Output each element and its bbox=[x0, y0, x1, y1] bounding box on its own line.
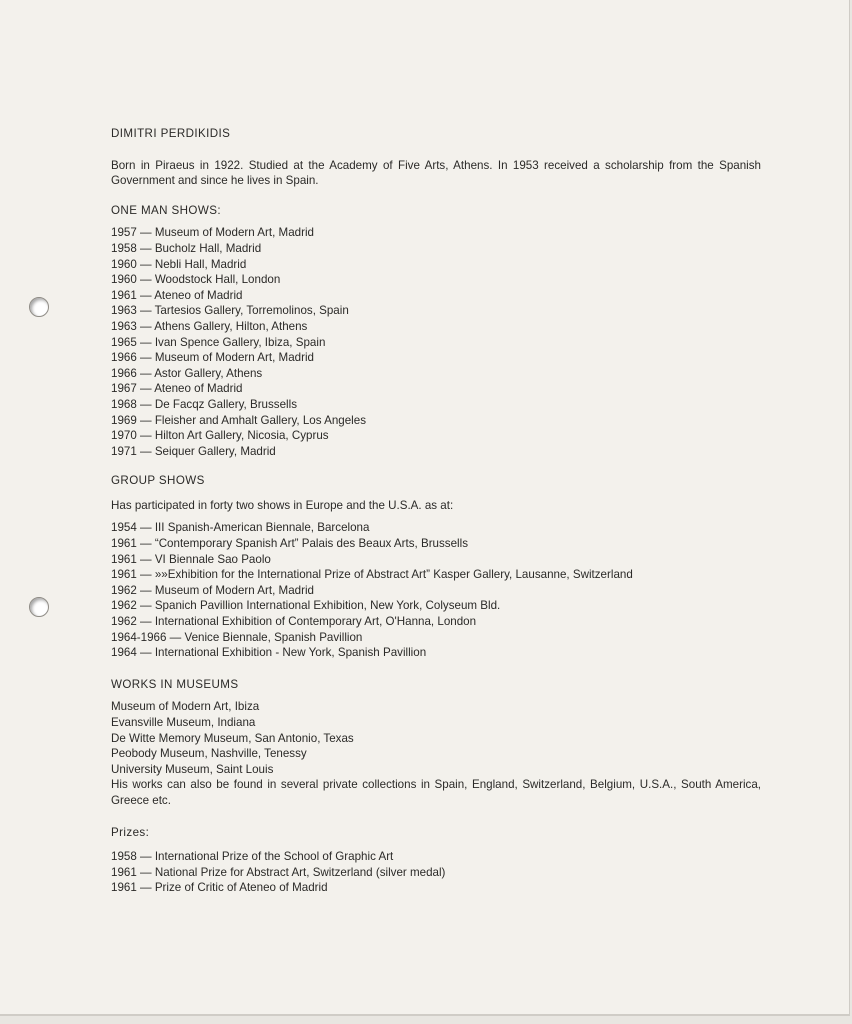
list-item: 1963 — Tartesios Gallery, Torremolinos, Spain bbox=[111, 304, 349, 318]
group-shows-heading: GROUP SHOWS bbox=[111, 474, 205, 488]
list-item: Peobody Museum, Nashville, Tenessy bbox=[111, 747, 307, 761]
list-item: 1971 — Seiquer Gallery, Madrid bbox=[111, 444, 276, 458]
list-item: 1962 — Spanich Pavillion International Exhibition, New York, Colyseum Bld. bbox=[111, 599, 501, 613]
biography: Born in Piraeus in 1922. Studied at the Academy of Five Arts, Athens. In 1953 received a scholarship from the Spanish Government and since he lives in Spain. bbox=[111, 158, 761, 188]
list-item: Museum of Modern Art, Ibiza bbox=[111, 700, 260, 714]
list-item: 1958 — International Prize of the School of Graphic Art bbox=[111, 850, 394, 864]
list-item: De Witte Memory Museum, San Antonio, Texas bbox=[111, 731, 354, 745]
list-item: 1961 — VI Biennale Sao Paolo bbox=[111, 552, 271, 566]
list-item: 1966 — Astor Gallery, Athens bbox=[111, 366, 263, 380]
list-item: 1961 — Prize of Critic of Ateneo of Madrid bbox=[111, 881, 328, 895]
list-item: Evansville Museum, Indiana bbox=[111, 716, 256, 729]
document-content bbox=[111, 126, 761, 896]
list-item: 1969 — Fleisher and Amhalt Gallery, Los Angeles bbox=[111, 413, 366, 427]
list-item: 1962 — Museum of Modern Art, Madrid bbox=[111, 583, 314, 597]
list-item: 1962 — International Exhibition of Contemporary Art, O'Hanna, London bbox=[111, 615, 477, 629]
list-item: 1960 — Nebli Hall, Madrid bbox=[111, 257, 247, 271]
group-shows-list bbox=[111, 520, 761, 660]
list-item: 1958 — Bucholz Hall, Madrid bbox=[111, 241, 262, 255]
group-shows-intro: Has participated in forty two shows in Europe and the U.S.A. as at: bbox=[111, 498, 454, 512]
prizes-heading: Prizes: bbox=[111, 825, 150, 839]
binder-hole-top bbox=[29, 297, 49, 317]
list-item: 1964-1966 — Venice Biennale, Spanish Pavillion bbox=[111, 630, 363, 644]
one-man-shows-heading: ONE MAN SHOWS: bbox=[111, 203, 221, 217]
list-item: 1961 — Ateneo of Madrid bbox=[111, 288, 243, 302]
list-item: 1961 — »»Exhibition for the International Prize of Abstract Art” Kasper Gallery, Lausanne, Switzerland bbox=[111, 568, 633, 582]
one-man-shows-list bbox=[111, 225, 761, 459]
list-item: 1964 — International Exhibition - New York, Spanish Pavillion bbox=[111, 646, 427, 660]
list-item: 1961 — National Prize for Abstract Art, Switzerland (silver medal) bbox=[111, 865, 446, 879]
museums-list bbox=[111, 699, 761, 777]
list-item: 1966 — Museum of Modern Art, Madrid bbox=[111, 351, 314, 365]
list-item: 1954 — III Spanish-American Biennale, Barcelona bbox=[111, 521, 370, 535]
list-item: 1970 — Hilton Art Gallery, Nicosia, Cyprus bbox=[111, 429, 329, 443]
artist-name: DIMITRI PERDIKIDIS bbox=[111, 127, 231, 140]
list-item: 1961 — “Contemporary Spanish Art” Palais des Beaux Arts, Brussells bbox=[111, 537, 468, 551]
list-item: University Museum, Saint Louis bbox=[111, 762, 274, 776]
binder-hole-bottom bbox=[29, 597, 49, 617]
prizes-list bbox=[111, 849, 761, 896]
list-item: 1968 — De Facqz Gallery, Brussells bbox=[111, 397, 297, 411]
works-in-museums-heading: WORKS IN MUSEUMS bbox=[111, 677, 239, 691]
list-item: 1965 — Ivan Spence Gallery, Ibiza, Spain bbox=[111, 335, 326, 349]
list-item: 1963 — Athens Gallery, Hilton, Athens bbox=[111, 319, 308, 333]
list-item: 1960 — Woodstock Hall, London bbox=[111, 273, 281, 287]
private-collections-note: His works can also be found in several private collections in Spain, England, Switzerland, Belgium, U.S.A., South America, Greece etc. bbox=[111, 778, 761, 807]
list-item: 1957 — Museum of Modern Art, Madrid bbox=[111, 226, 314, 240]
list-item: 1967 — Ateneo of Madrid bbox=[111, 382, 243, 396]
